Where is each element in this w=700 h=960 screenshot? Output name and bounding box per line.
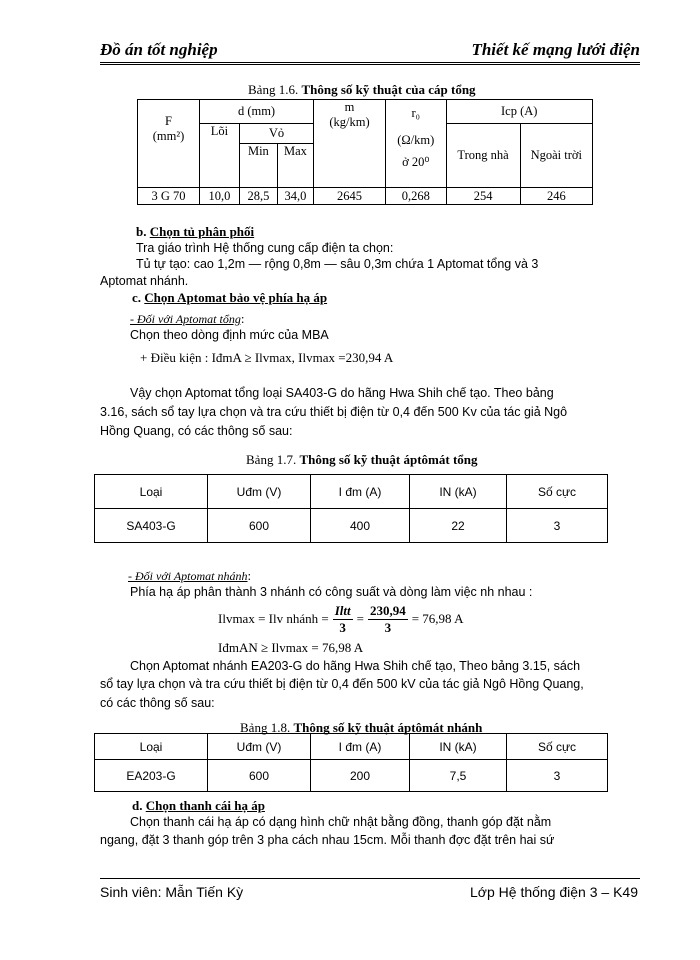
section-b-heading: [136, 224, 254, 240]
eq-den: 3: [339, 619, 346, 635]
sub-heading: - Đối với Aptomat nhánh: [128, 569, 248, 583]
th-r0-temp: ở 20⁰: [402, 155, 430, 169]
b-line1: Tra giáo trình Hệ thống cung cấp điện ta chọn:: [136, 241, 394, 255]
caption-title: Thông số kỹ thuật áptômát nhánh: [293, 720, 483, 735]
cell: EA203-G: [95, 760, 208, 792]
eq-result: = 76,98 A: [411, 611, 464, 626]
th-F-label: F: [165, 114, 172, 128]
section-d-heading: [132, 798, 265, 814]
header-rule: [100, 62, 640, 65]
th-m-label: m: [344, 100, 355, 114]
c-condition: + Điều kiện : IđmA ≥ Ilvmax, Ilvmax =230,94 A: [140, 350, 394, 365]
th-loi: Lõi: [200, 124, 240, 188]
header-left: Đồ án tốt nghiệp: [100, 40, 218, 59]
b-line2: Tủ tự tạo: cao 1,2m — rộng 0,8m — sâu 0,3m chứa 1 Aptomat tổng và 3: [136, 257, 539, 271]
d-line1: Chọn thanh cái hạ áp có dạng hình chữ nhật bằng đồng, thanh góp đặt nằm: [130, 815, 552, 829]
c-line1: Chọn theo dòng định mức của MBA: [130, 328, 329, 342]
caption-title: Thông số kỹ thuật của cáp tổng: [301, 82, 476, 97]
c-para3: Hồng Quang, có các thông số sau:: [100, 424, 293, 438]
footer-right: Lớp Hệ thống điện 3 – K49: [470, 884, 638, 900]
th-m: [314, 100, 386, 188]
c-sub1: [130, 308, 244, 327]
footer-rule: [100, 878, 640, 879]
cell: 3 G 70: [138, 188, 200, 205]
fraction-1: [333, 603, 353, 636]
th: I đm (A): [311, 734, 410, 760]
b-line3: Aptomat nhánh.: [100, 274, 189, 288]
th-m-unit: (kg/km): [329, 115, 370, 129]
sub-colon: :: [240, 311, 245, 326]
th-vo: Vỏ: [239, 124, 313, 144]
section-title: Chọn thanh cái hạ áp: [145, 798, 265, 813]
eq-lhs: Ilvmax = Ilv nhánh =: [218, 611, 329, 626]
section-title: Chọn tủ phân phối: [149, 224, 255, 239]
cell: 2645: [314, 188, 386, 205]
equation: [218, 602, 463, 636]
caption-prefix: Bảng 1.6.: [248, 82, 299, 97]
nhanh-para1: Chọn Aptomat nhánh EA203-G do hãng Hwa Shih chế tạo, Theo bảng 3.15, sách: [130, 659, 581, 673]
sub-heading: - Đối với Aptomat tổng: [130, 312, 241, 326]
th-r0: [386, 100, 447, 188]
th-F: [138, 100, 200, 188]
cell: 246: [520, 188, 592, 205]
th: Uđm (V): [208, 475, 311, 509]
th: Uđm (V): [208, 734, 311, 760]
section-c-heading: [132, 290, 327, 306]
nhanh-line1: Phía hạ áp phân thành 3 nhánh có công suất và dòng làm việc nh nhau :: [130, 585, 533, 599]
nhanh-para2: sổ tay lựa chọn và tra cứu thiết bị điện từ 0,4 đến 500 kV của tác giả Ngô Hồng Quang,: [100, 677, 584, 691]
nhanh-cond: IđmAN ≥ Ilvmax = 76,98 A: [218, 640, 364, 655]
cell: 0,268: [386, 188, 447, 205]
fraction-2: [368, 603, 408, 636]
th: IN (kA): [410, 475, 507, 509]
th: Loại: [95, 734, 208, 760]
th-r0-label: r₀: [411, 106, 421, 120]
cell: 3: [507, 509, 608, 543]
th: Số cực: [507, 734, 608, 760]
section-label: c.: [132, 290, 142, 305]
th-ngoai: Ngoài trời: [520, 124, 592, 188]
th: Loại: [95, 475, 208, 509]
table-row: [95, 760, 608, 792]
th: Số cực: [507, 475, 608, 509]
th-max: Max: [277, 144, 313, 188]
eq-den: 3: [384, 619, 392, 635]
table17-caption: [246, 452, 478, 468]
cell: SA403-G: [95, 509, 208, 543]
cell: 22: [410, 509, 507, 543]
th: I đm (A): [311, 475, 410, 509]
table-row: [138, 188, 593, 205]
nhanh-sub2: [128, 565, 251, 584]
sub-colon: :: [247, 568, 252, 583]
section-label: b.: [136, 224, 147, 239]
table16: [137, 99, 593, 205]
d-line2: ngang, đặt 3 thanh góp trên 3 pha cách nhau 15cm. Mỗi thanh đợc đặt trên hai sứ: [100, 833, 555, 847]
c-para1: Vậy chọn Aptomat tổng loại SA403-G do hãng Hwa Shih chế tạo. Theo bảng: [130, 386, 554, 400]
th-trong: Trong nhà: [446, 124, 520, 188]
caption-prefix: Bảng 1.8.: [240, 720, 291, 735]
th-min: Min: [239, 144, 277, 188]
th-r0-unit: (Ω/km): [397, 133, 435, 147]
cell: 254: [446, 188, 520, 205]
th-F-unit: (mm²): [152, 129, 185, 143]
nhanh-para3: có các thông số sau:: [100, 696, 215, 710]
eq-num: Iltt: [334, 602, 351, 618]
caption-prefix: Bảng 1.7.: [246, 452, 297, 467]
cell: 600: [208, 760, 311, 792]
header-right: Thiết kế mạng lưới điện: [471, 40, 640, 59]
th-icp: Icp (A): [446, 100, 593, 124]
th: IN (kA): [410, 734, 507, 760]
eq-sign: =: [356, 611, 364, 626]
section-label: d.: [132, 798, 143, 813]
cell: 200: [311, 760, 410, 792]
cell: 10,0: [200, 188, 240, 205]
cell: 3: [507, 760, 608, 792]
table18: [94, 733, 608, 792]
cell: 7,5: [410, 760, 507, 792]
footer-left: Sinh viên: Mẫn Tiến Kỳ: [100, 884, 244, 900]
th-d: d (mm): [200, 100, 314, 124]
cell: 28,5: [239, 188, 277, 205]
section-title: Chọn Aptomat bảo vệ phía hạ áp: [144, 290, 328, 305]
eq-num: 230,94: [369, 602, 406, 618]
table-row: [95, 509, 608, 543]
cell: 600: [208, 509, 311, 543]
cell: 34,0: [277, 188, 313, 205]
table16-caption: [248, 82, 476, 98]
cell: 400: [311, 509, 410, 543]
c-para2: 3.16, sách sổ tay lựa chọn và tra cứu thiết bị điện từ 0,4 đến 500 Kv của tác giả Ngô: [100, 405, 568, 419]
caption-title: Thông số kỹ thuật áptômát tổng: [299, 452, 478, 467]
table17: [94, 474, 608, 543]
